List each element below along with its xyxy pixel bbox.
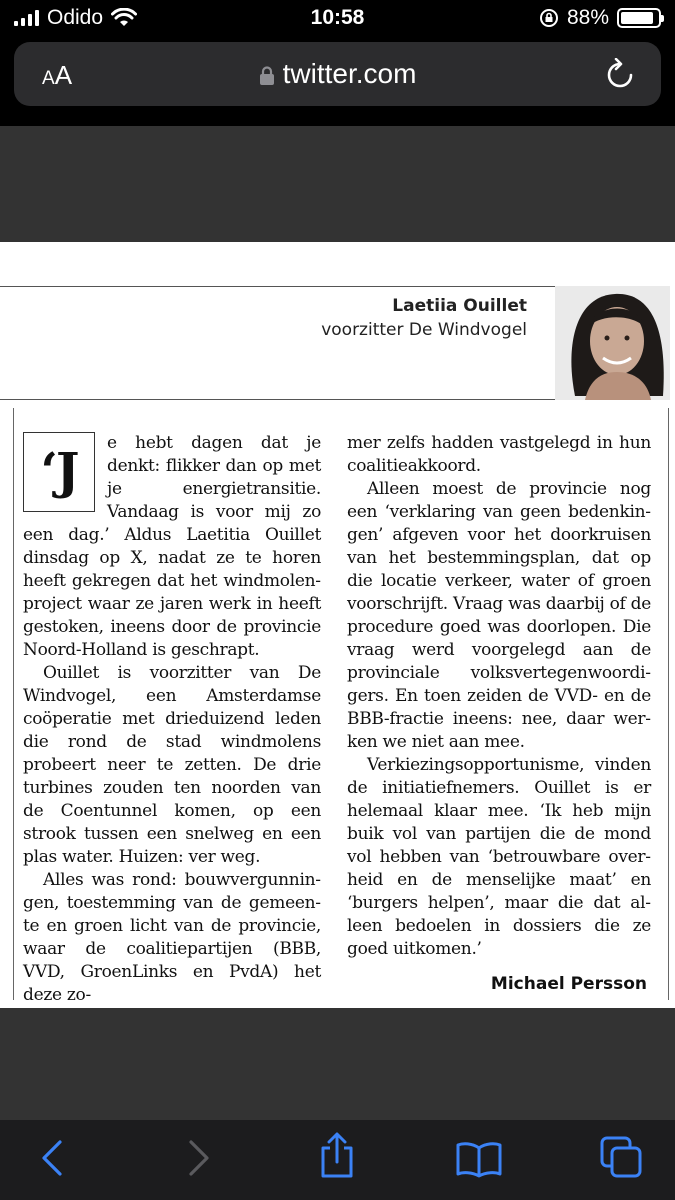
paragraph: Verkiezingsopportunisme, vinden de initiatiefnemers. Ouillet is er helemaal klaar mee. ‘Ik heb mijn buik vol van partijen die de mond vol hebben van ‘betrouwbare overheid en de menselijke maat’ en ‘burgers helpen’, maar die dat alleen bedoelen in dossiers die ze goed uitkomen.’ — [347, 755, 651, 959]
paragraph: Alles was rond: bouwvergunningen, toestemming van de gemeente en groen licht van de provincie, waar de coalitiepartijen (BBB, VVD, GroenLinks en PvdA) het deze zo- — [23, 870, 321, 1005]
image-backdrop-top — [0, 126, 675, 242]
author-block — [321, 296, 527, 340]
text-size-button[interactable]: AA — [42, 60, 73, 90]
author-role: voorzitter De Windvogel — [321, 320, 527, 340]
battery-icon — [617, 8, 661, 28]
url-text: twitter.com — [282, 58, 417, 89]
back-icon[interactable] — [38, 1138, 68, 1178]
address-bar[interactable] — [14, 42, 661, 106]
orientation-lock-icon — [539, 8, 559, 28]
paragraph: Ouillet is voorzitter van De Windvogel, een Amsterdamse coöperatie met drieduizend leden die rond de stad windmolens probeert neer te zetten. De drie turbines zouden ten noorden van de Coentunnel komen, op een strook tussen een snelweg en een plas water. Huizen: ver weg. — [23, 663, 321, 867]
paragraph: e hebt dagen dat je denkt: flikker dan op met je energietransitie. Vandaag is voor mij zo een dag.’ Aldus Laetitia Ouillet dinsdag op X, nadat ze te horen heeft gekregen dat het windmolenproject waar ze jaren werk in heeft gestoken, ineens door de provincie Noord-Holland is geschrapt. — [23, 433, 321, 660]
lock-icon — [259, 66, 275, 86]
bookmarks-icon[interactable] — [455, 1140, 503, 1178]
author-name: Laetiia Ouillet — [392, 296, 527, 316]
url-display[interactable] — [14, 58, 661, 90]
paragraph: mer zelfs hadden vastgelegd in hun coalitieakkoord. — [347, 433, 651, 476]
clock: 10:58 — [310, 6, 365, 29]
drop-cap: ‘J — [23, 432, 95, 512]
paragraph: Alleen moest de provincie nog een ‘verklaring van geen bedenkingen’ afgeven voor het doorkruisen van het bestemmingsplan, dat op die locatie verkeer, water of groen voorschrijft. Vraag was daarbij of de procedure goed was doorlopen. Die vraag werd voorgelegd aan de provinciale volksvertegenwoordigers. En toen zeiden de VVD- en de BBB-fractie ineens: nee, daar werken we niet aan mee. — [347, 479, 651, 752]
image-backdrop-bottom — [0, 1008, 675, 1120]
share-icon[interactable] — [318, 1132, 356, 1180]
byline: Michael Persson — [490, 974, 647, 994]
newspaper-clipping[interactable] — [0, 242, 675, 1008]
article-column-2 — [347, 432, 651, 961]
reload-icon[interactable] — [605, 58, 635, 90]
author-photo — [555, 286, 670, 400]
tabs-icon[interactable] — [600, 1136, 644, 1180]
forward-icon[interactable] — [183, 1138, 213, 1178]
article-column-1 — [23, 432, 321, 1007]
battery-percent: 88% — [566, 6, 609, 29]
carrier-name: Odido — [47, 6, 104, 29]
browser-toolbar — [0, 1120, 675, 1200]
status-bar — [0, 0, 675, 38]
